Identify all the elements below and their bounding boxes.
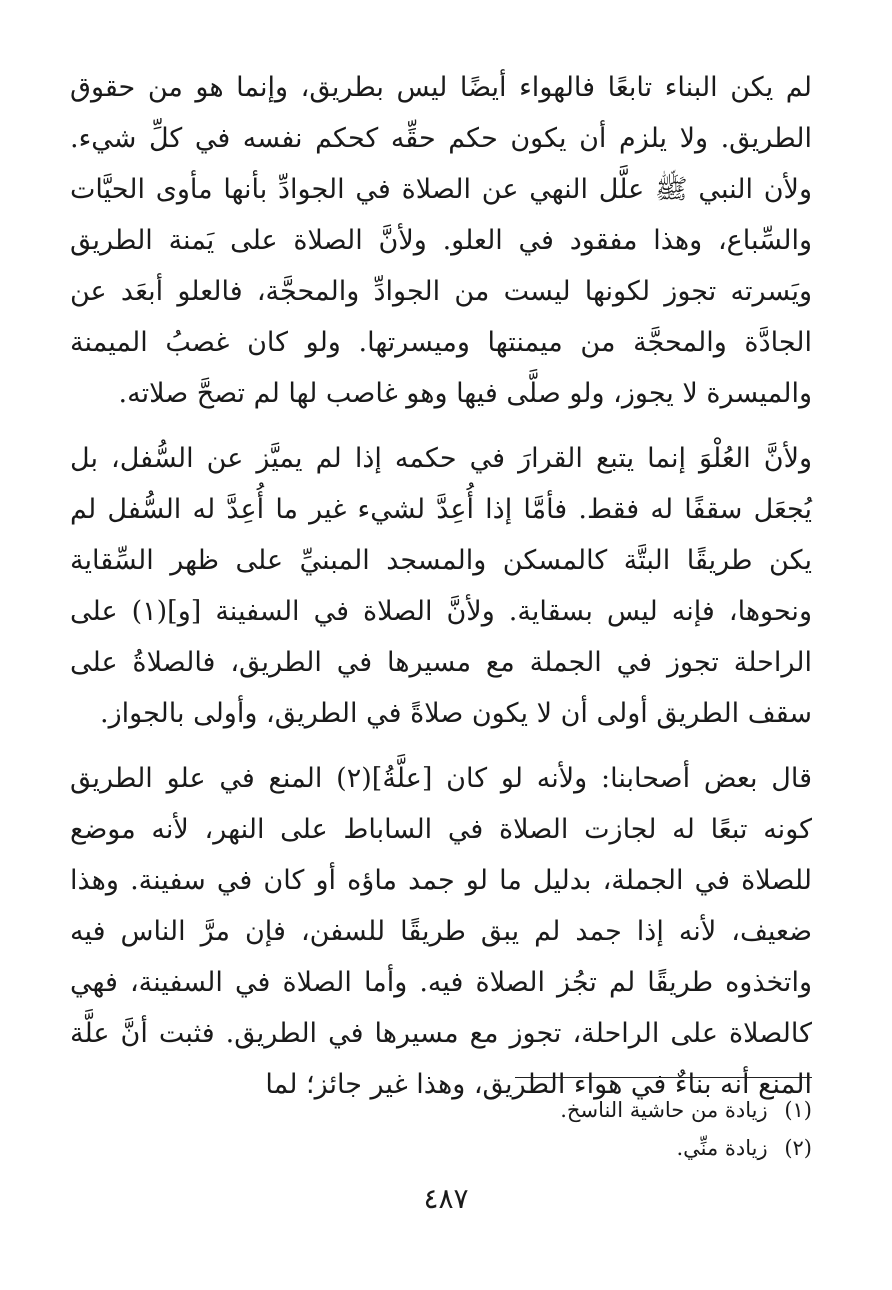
paragraph-2: ولأنَّ العُلْوَ إنما يتبع القرارَ في حكمه إذا لم يميَّز عن السُّفل، بل يُجعَل سقفًا له فقط. فأمَّا إذا أُعِدَّ لشيء غير ما أُعِدَّ له السُّفل لم يكن طريقًا البتَّة كالمسكن والمسجد المبنيِّ على ظهر السِّقاية ونحوها، فإنه ليس بسقاية. ولأنَّ الصلاة في السفينة [و](١) على الراحلة تجوز في الجملة مع مسيرها في الطريق، فالصلاةُ على سقف الطريق أولى أن لا يكون صلاةً في الطريق، وأولى بالجواز. xyxy=(70,443,812,729)
footnote-2-number: (٢) xyxy=(784,1136,812,1160)
page-number: ٤٨٧ xyxy=(423,1182,469,1215)
footnotes xyxy=(70,1091,812,1167)
paragraph-1: لم يكن البناء تابعًا فالهواء أيضًا ليس بطريق، وإنما هو من حقوق الطريق. ولا يلزم أن يكون حكم حقِّه كحكم نفسه في كلِّ شيء. ولأن النبي ﷺ علَّل النهي عن الصلاة في الجوادِّ بأنها مأوى الحيَّات والسِّباع، وهذا مفقود في العلو. ولأنَّ الصلاة على يَمنة الطريق ويَسرته تجوز لكونها ليست من الجوادِّ والمحجَّة، فالعلو أبعَد عن الجادَّة والمحجَّة من ميمنتها وميسرتها. ولو كان غصبُ الميمنة والميسرة لا يجوز، ولو صلَّى فيها وهو غاصب لها لم تصحَّ صلاته. xyxy=(70,72,812,409)
footnote-divider xyxy=(515,1077,812,1078)
footnote-1 xyxy=(70,1091,812,1129)
footnote-1-number: (١) xyxy=(784,1098,812,1122)
footnote-2-text: زيادة منِّي. xyxy=(676,1136,768,1160)
footnote-2 xyxy=(70,1129,812,1167)
paragraph-3: قال بعض أصحابنا: ولأنه لو كان [علَّةُ](٢) المنع في علو الطريق كونه تبعًا له لجازت الصلاة في الساباط على النهر، لأنه موضع للصلاة في الجملة، بدليل ما لو جمد ماؤه أو كان في سفينة. وهذا ضعيف، لأنه إذا جمد لم يبق طريقًا للسفن، فإن مرَّ الناس فيه واتخذوه طريقًا لم تجُز الصلاة فيه. وأما الصلاة في السفينة، فهي كالصلاة على الراحلة، تجوز مع مسيرها في الطريق. فثبت أنَّ علَّة المنع أنه بناءٌ في هواء الطريق، وهذا غير جائز؛ لما xyxy=(70,763,812,1100)
main-text xyxy=(70,62,812,1110)
footnote-1-text: زيادة من حاشية الناسخ. xyxy=(560,1098,768,1122)
